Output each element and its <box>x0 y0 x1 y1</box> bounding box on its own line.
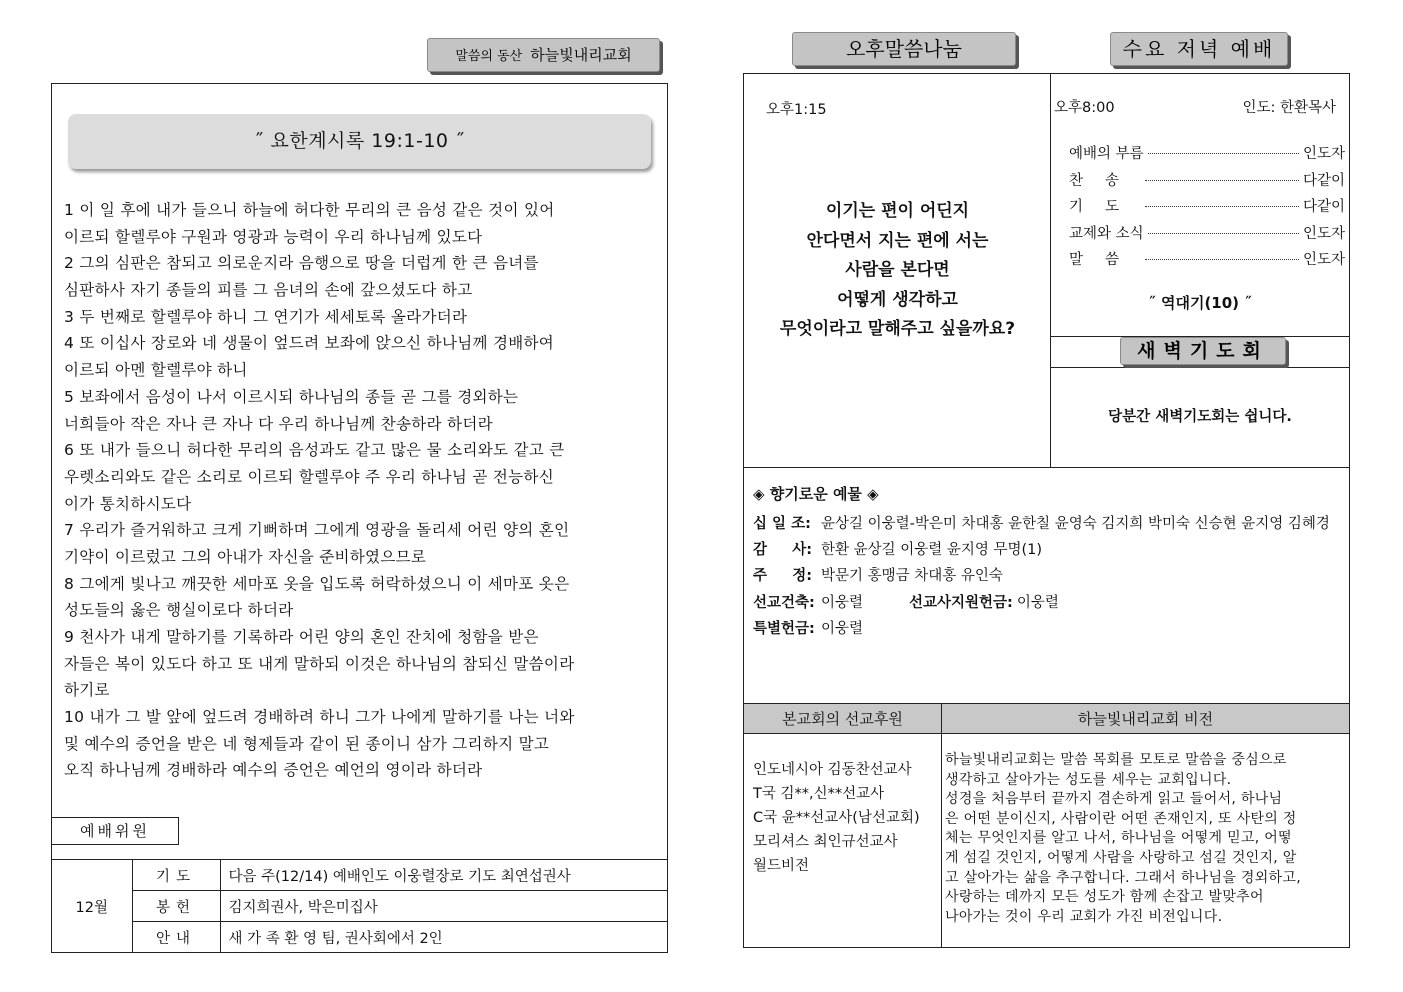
order-item: 교제와 소식 <box>1069 225 1144 242</box>
offering-row <box>753 511 1343 537</box>
vision-line: 하늘빛내리교회는 말씀 목회를 모토로 말씀을 중심으로 <box>945 752 1287 768</box>
role-detail: 김지희권사, 박은미집사 <box>220 891 668 922</box>
vision-line: 체는 무엇인지를 알고 나서, 하나님을 어떻게 믿고, 어떻 <box>945 830 1292 847</box>
offering-label: 주 정: <box>753 568 813 585</box>
church-name-banner <box>427 38 660 72</box>
leader-dots <box>1148 153 1299 154</box>
afternoon-time: 오후1:15 <box>766 102 827 118</box>
worship-staff-label: 예배위원 <box>52 817 179 845</box>
verse-line: 우렛소리와도 같은 소리로 이르되 할렐루야 주 우리 하나님 곧 전능하신 <box>64 467 554 486</box>
offering-label: 십 일 조: <box>753 516 811 532</box>
offering-names: 이웅렬 <box>1016 594 1059 611</box>
church-vision-header: 하늘빛내리교회 비전 <box>942 703 1349 734</box>
verse-line: 심판하사 자기 종들의 피를 그 음녀의 손에 갚으셨도다 하고 <box>64 281 473 300</box>
sermon-passage: ˝ 역대기(10) ˝ <box>1148 294 1252 312</box>
scripture-panel <box>51 83 668 953</box>
offering-label: 특별헌금: <box>753 620 815 637</box>
order-row <box>1069 222 1345 249</box>
bulletin-right-panel <box>743 73 1350 948</box>
month-cell: 12월 <box>52 860 132 953</box>
divider <box>1051 367 1349 368</box>
role-cell: 봉헌 <box>132 891 220 922</box>
verse-line: 9 천사가 내게 말하기를 기록하라 어린 양의 혼인 잔치에 청함을 받은 <box>64 628 539 646</box>
table-row <box>52 922 668 953</box>
offering-row <box>753 590 1343 616</box>
scripture-title: ˝ 요한계시록 19:1-10 ˝ <box>68 114 651 169</box>
offering-row <box>753 616 1343 642</box>
table-row <box>52 860 668 891</box>
verse-line: 3 두 번째로 할렐루야 하니 그 연기가 세세토록 올라가더라 <box>64 307 468 326</box>
order-who: 인도자 <box>1302 146 1345 162</box>
church-vision-text <box>945 751 1345 927</box>
offering-label: 선교사지원헌금: <box>909 594 1013 611</box>
verse-line: 2 그의 심판은 참되고 의로운지라 음행으로 땅을 더럽게 한 큰 음녀를 <box>64 254 539 273</box>
offering-names: 이웅렬 <box>821 620 864 637</box>
order-row <box>1069 169 1345 196</box>
verse-line: 성도들의 옳은 행실이로다 하더라 <box>64 601 294 620</box>
list-item: T국 김**,신**선교사 <box>753 786 885 802</box>
dawn-prayer-note: 당분간 새벽기도회는 쉽니다. <box>1108 409 1292 425</box>
evening-time: 오후8:00 <box>1054 100 1115 116</box>
list-item: 월드비전 <box>753 858 810 874</box>
scripture-text <box>64 197 659 784</box>
vision-line: 생각하고 살아가는 성도를 세우는 교회입니다. <box>945 771 1232 788</box>
list-item: C국 윤**선교사(남선교회) <box>753 810 920 826</box>
church-name: 하늘빛내리교회 <box>530 46 632 64</box>
vision-line: 은 어떤 분이신지, 사람이란 어떤 존재인지, 또 사탄의 정 <box>945 810 1297 827</box>
table-row <box>52 891 668 922</box>
verse-line: 6 또 내가 들으니 허다한 무리의 음성과도 같고 많은 물 소리와도 같고 큰 <box>64 441 565 460</box>
verse-line: 5 보좌에서 음성이 나서 이르시되 하나님의 종들 곧 그를 경외하는 <box>64 387 519 406</box>
order-who: 인도자 <box>1302 225 1345 242</box>
vision-line: 게 섬길 것인지, 어떻게 사람을 사랑하고 섬길 것인지, 알 <box>945 849 1297 866</box>
wednesday-service-box <box>1051 74 1349 336</box>
church-motto: 말씀의 동산 <box>455 49 523 64</box>
verse-line: 및 예수의 증언을 받은 네 형제들과 같이 된 종이니 삼가 그리하지 말고 <box>64 734 550 753</box>
verse-line: 하기로 <box>64 681 110 700</box>
list-item: 모리셔스 최인규선교사 <box>753 834 898 850</box>
verse-line: 이르되 아멘 할렐루야 하니 <box>64 361 248 380</box>
order-row <box>1069 248 1345 275</box>
leader-dots <box>1145 206 1299 207</box>
verse-line: 4 또 이십사 장로와 네 생물이 엎드려 보좌에 앉으신 하나님께 경배하여 <box>64 334 555 353</box>
vision-line: 고 살아가는 삶을 추구합니다. 그래서 하나님을 경외하고, <box>945 869 1301 886</box>
leader-dots <box>1145 180 1299 181</box>
list-item: 인도네시아 김동찬선교사 <box>753 762 912 778</box>
verse-line: 기약이 이르렀고 그의 아내가 자신을 준비하였으므로 <box>64 547 427 566</box>
leader-dots <box>1145 259 1299 260</box>
order-row <box>1069 195 1345 222</box>
offering-names: 한환 윤상길 이웅렬 윤지영 무명(1) <box>821 542 1043 559</box>
offering-names: 윤상길 이웅렬-박은미 차대홍 윤한칠 윤영숙 김지희 박미숙 신승현 윤지영 김혜경 <box>821 516 1330 532</box>
role-cell: 기도 <box>132 860 220 891</box>
verse-line: 이가 통치하시도다 <box>64 494 192 513</box>
sharing-question <box>744 197 1051 345</box>
offering-names: 박문기 홍맹금 차대홍 유인숙 <box>821 568 1003 585</box>
role-detail: 새 가 족 환 영 팀, 권사회에서 2인 <box>220 922 668 953</box>
offering-box <box>744 467 1349 703</box>
verse-line: 자들은 복이 있도다 하고 또 내게 말하되 이것은 하나님의 참되신 말씀이라 <box>64 654 575 673</box>
verse-line: 오직 하나님께 경배하라 예수의 증언은 예언의 영이라 하더라 <box>64 761 483 780</box>
service-leader: 인도: 한환목사 <box>1242 100 1336 116</box>
vision-line: 성경을 처음부터 끝까지 겸손하게 읽고 들어서, 하나님 <box>945 791 1283 808</box>
order-item: 찬송 <box>1069 172 1142 189</box>
vision-line: 사랑하는 데까지 모든 성도가 함께 손잡고 발맞추어 <box>945 889 1264 906</box>
afternoon-sharing-box <box>744 74 1051 467</box>
question-line: 어떻게 생각하고 <box>837 289 958 310</box>
offering-title: ◈ 향기로운 예물 ◈ <box>753 485 879 503</box>
mission-support-header: 본교회의 선교후원 <box>744 703 942 734</box>
role-detail: 다음 주(12/14) 예배인도 이웅렬장로 기도 최연섭권사 <box>220 860 668 891</box>
worship-staff-table <box>52 859 668 953</box>
question-line: 이기는 편이 어딘지 <box>825 201 970 221</box>
vision-line: 나아가는 것이 우리 교회가 가진 비전입니다. <box>945 908 1223 925</box>
order-who: 다같이 <box>1302 172 1345 189</box>
order-row <box>1069 142 1345 169</box>
offering-row <box>753 537 1343 563</box>
church-vision-body <box>942 734 1349 947</box>
question-line: 사람을 본다면 <box>845 260 950 280</box>
order-item: 예배의 부름 <box>1069 146 1144 162</box>
dawn-prayer-box <box>1051 336 1349 467</box>
question-line: 무엇이라고 말해주고 싶을까요? <box>779 319 1016 339</box>
question-line: 안다면서 지는 편에 서는 <box>806 230 989 251</box>
verse-line: 10 내가 그 발 앞에 엎드려 경배하려 하니 그가 나에게 말하기를 나는 너와 <box>64 708 575 727</box>
offering-row <box>753 563 1343 589</box>
verse-line: 1 이 일 후에 내가 들으니 하늘에 허다한 무리의 큰 음성 같은 것이 있어 <box>64 201 555 219</box>
role-cell: 안내 <box>132 922 220 953</box>
leader-dots <box>1148 233 1299 234</box>
order-item: 기도 <box>1069 199 1142 215</box>
verse-line: 8 그에게 빛나고 깨끗한 세마포 옷을 입도록 허락하셨으니 이 세마포 옷은 <box>64 574 570 593</box>
order-of-service <box>1069 142 1345 275</box>
mission-support-list <box>753 758 920 878</box>
offering-list <box>753 511 1343 642</box>
order-item: 말씀 <box>1069 252 1142 268</box>
verse-line: 너희들아 작은 자나 큰 자나 다 우리 하나님께 찬송하라 하더라 <box>64 414 493 433</box>
offering-label: 감 사: <box>753 542 813 559</box>
wednesday-service-title: 수요 저녁 예배 <box>1110 32 1288 66</box>
afternoon-sharing-title: 오후말씀나눔 <box>792 32 1016 66</box>
order-who: 인도자 <box>1302 252 1345 268</box>
order-who: 다같이 <box>1302 199 1345 215</box>
verse-line: 이르되 할렐루야 구원과 영광과 능력이 우리 하나님께 있도다 <box>64 227 483 246</box>
dawn-prayer-title: 새벽기도회 <box>1120 337 1286 365</box>
mission-support-body <box>744 734 942 947</box>
offering-label: 선교건축: <box>753 594 815 611</box>
verse-line: 7 우리가 즐거워하고 크게 기뻐하며 그에게 영광을 돌리세 어린 양의 혼인 <box>64 521 570 540</box>
offering-names: 이웅렬 <box>821 594 864 611</box>
